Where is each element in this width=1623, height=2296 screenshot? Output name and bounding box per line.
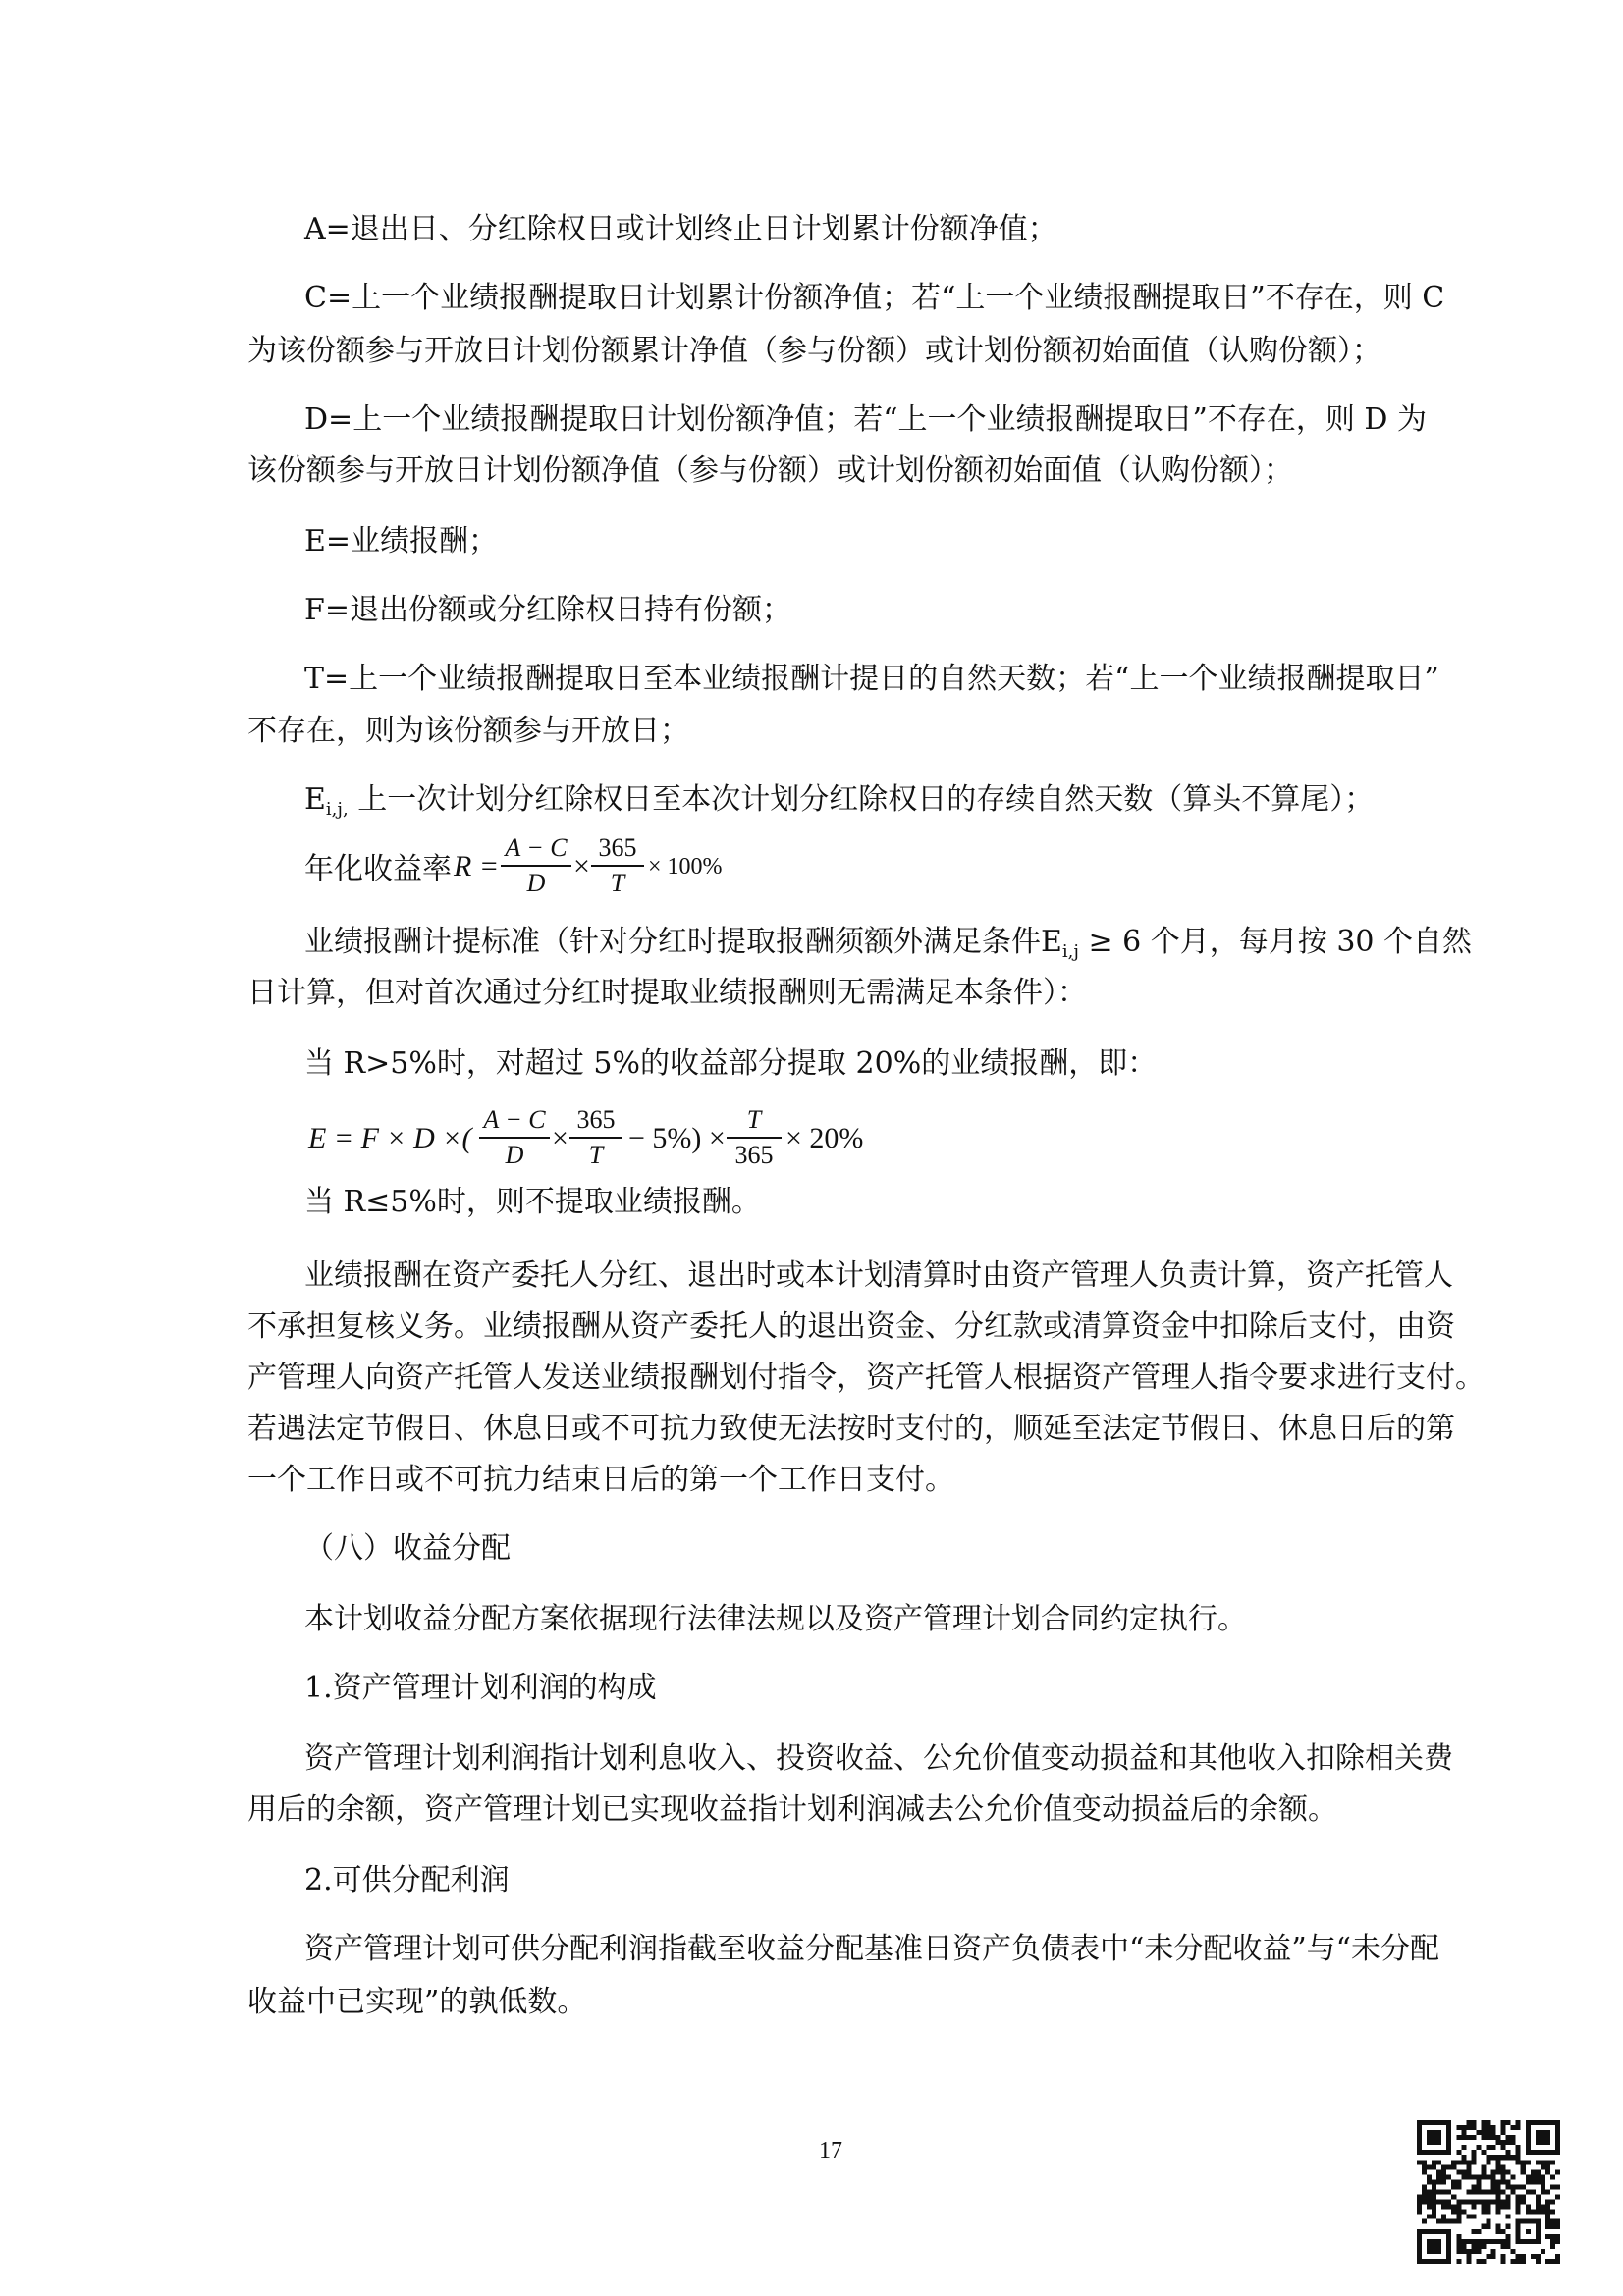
accrual-subscript: i,j	[1061, 941, 1079, 962]
definition-f: F=退出份额或分红除权日持有份额；	[304, 593, 791, 627]
formula-r-tail: × 100%	[648, 854, 723, 880]
fraction-a-minus-c-over-d	[501, 832, 571, 899]
definition-a: A=退出日、分红除权日或计划终止日计划累计份额净值；	[304, 212, 1057, 246]
fraction-bar	[591, 865, 644, 867]
definition-d-line2: 该份额参与开放日计划份额净值（参与份额）或计划份额初始面值（认购份额）；	[247, 454, 1293, 488]
annualized-return-label: 年化收益率	[304, 852, 452, 886]
fraction-numerator: T	[746, 1105, 762, 1134]
subheading-profit-composition: 1.资产管理计划利润的构成	[304, 1671, 657, 1705]
profit-composition-line1: 资产管理计划利润指计划利息收入、投资收益、公允价值变动损益和其他收入扣除相关费	[304, 1741, 1453, 1776]
formula-e-middle: − 5%) ×	[628, 1122, 726, 1154]
accrual-text: 业绩报酬计提标准（针对分红时提取报酬须额外满足条件E	[304, 925, 1062, 959]
definition-t-line1: T=上一个业绩报酬提取日至本业绩报酬计提日的自然天数；若“上一个业绩报酬提取日”	[304, 662, 1439, 696]
times-sign: ×	[573, 850, 590, 882]
eij-symbol: E	[304, 782, 326, 817]
fraction-bar	[727, 1137, 782, 1139]
fraction-365-over-t	[591, 832, 644, 899]
fraction-denominator: T	[588, 1141, 604, 1169]
fraction-numerator: A − C	[483, 1105, 546, 1134]
definition-d-line1: D=上一个业绩报酬提取日计划份额净值；若“上一个业绩报酬提取日”不存在，则 D 为	[304, 402, 1427, 437]
definition-c-line1: C=上一个业绩报酬提取日计划累计份额净值；若“上一个业绩报酬提取日”不存在，则 C	[304, 281, 1445, 315]
distribution-basis: 本计划收益分配方案依据现行法律法规以及资产管理计划合同约定执行。	[304, 1602, 1247, 1636]
condition-r-gt-5: 当 R>5%时，对超过 5%的收益部分提取 20%的业绩报酬，即：	[304, 1046, 1158, 1081]
qr-code-icon	[1417, 2120, 1560, 2264]
fraction-denominator: D	[505, 1141, 524, 1169]
page-number: 17	[819, 2138, 842, 2163]
eij-text: 上一次计划分红除权日至本次计划分红除权日的存续自然天数（算头不算尾）；	[348, 782, 1375, 817]
accrual-standard-line1	[304, 923, 1473, 972]
fraction-365-over-t	[569, 1104, 622, 1171]
fraction-bar	[569, 1137, 622, 1139]
payment-paragraph-line3: 产管理人向资产托管人发送业绩报酬划付指令，资产托管人根据资产管理人指令要求进行支付。	[247, 1361, 1485, 1395]
definition-eij	[304, 780, 1426, 829]
payment-paragraph-line4: 若遇法定节假日、休息日或不可抗力致使无法按时支付的，顺延至法定节假日、休息日后的第	[247, 1412, 1455, 1446]
fraction-denominator: T	[610, 869, 625, 897]
eij-subscript: i,j,	[325, 799, 349, 820]
accrual-standard-line2: 日计算，但对首次通过分红时提取业绩报酬则无需满足本条件）：	[247, 976, 1087, 1010]
times-sign: ×	[552, 1122, 568, 1154]
distributable-profit-line1: 资产管理计划可供分配利润指截至收益分配基准日资产负债表中“未分配收益”与“未分配	[304, 1932, 1440, 1966]
fraction-a-minus-c-over-d	[479, 1104, 550, 1171]
formula-e-tail: × 20%	[785, 1122, 864, 1154]
fraction-numerator: A − C	[505, 833, 568, 862]
definition-e: E=业绩报酬；	[304, 524, 499, 559]
profit-composition-line2: 用后的余额，资产管理计划已实现收益指计划利润减去公允价值变动损益后的余额。	[247, 1792, 1337, 1827]
fraction-t-over-365	[727, 1104, 782, 1171]
section-heading-income-distribution: （八）收益分配	[304, 1531, 511, 1566]
accrual-text-post: ≥ 6 个月，每月按 30 个自然	[1078, 925, 1473, 959]
fraction-bar	[479, 1137, 550, 1139]
distributable-profit-line2: 收益中已实现”的孰低数。	[247, 1985, 587, 2019]
fraction-numerator: 365	[576, 1105, 616, 1134]
payment-paragraph-line5: 一个工作日或不可抗力结束日后的第一个工作日支付。	[247, 1463, 954, 1497]
fraction-bar	[501, 865, 571, 867]
subheading-distributable-profit: 2.可供分配利润	[304, 1863, 510, 1897]
payment-paragraph-line2: 不承担复核义务。业绩报酬从资产委托人的退出资金、分红款或清算资金中扣除后支付，由资	[247, 1309, 1455, 1344]
definition-c-line2: 为该份额参与开放日计划份额累计净值（参与份额）或计划份额初始面值（认购份额）；	[247, 334, 1381, 368]
fraction-denominator: 365	[734, 1141, 774, 1169]
fraction-numerator: 365	[598, 833, 637, 862]
payment-paragraph-line1: 业绩报酬在资产委托人分红、退出时或本计划清算时由资产管理人负责计算，资产托管人	[304, 1258, 1453, 1293]
fraction-denominator: D	[526, 869, 546, 897]
formula-r-lhs: R =	[454, 850, 500, 882]
formula-e-lhs: E = F × D ×(	[308, 1122, 472, 1154]
condition-r-le-5: 当 R≤5%时，则不提取业绩报酬。	[304, 1185, 761, 1219]
definition-t-line2: 不存在，则为该份额参与开放日；	[247, 714, 689, 748]
